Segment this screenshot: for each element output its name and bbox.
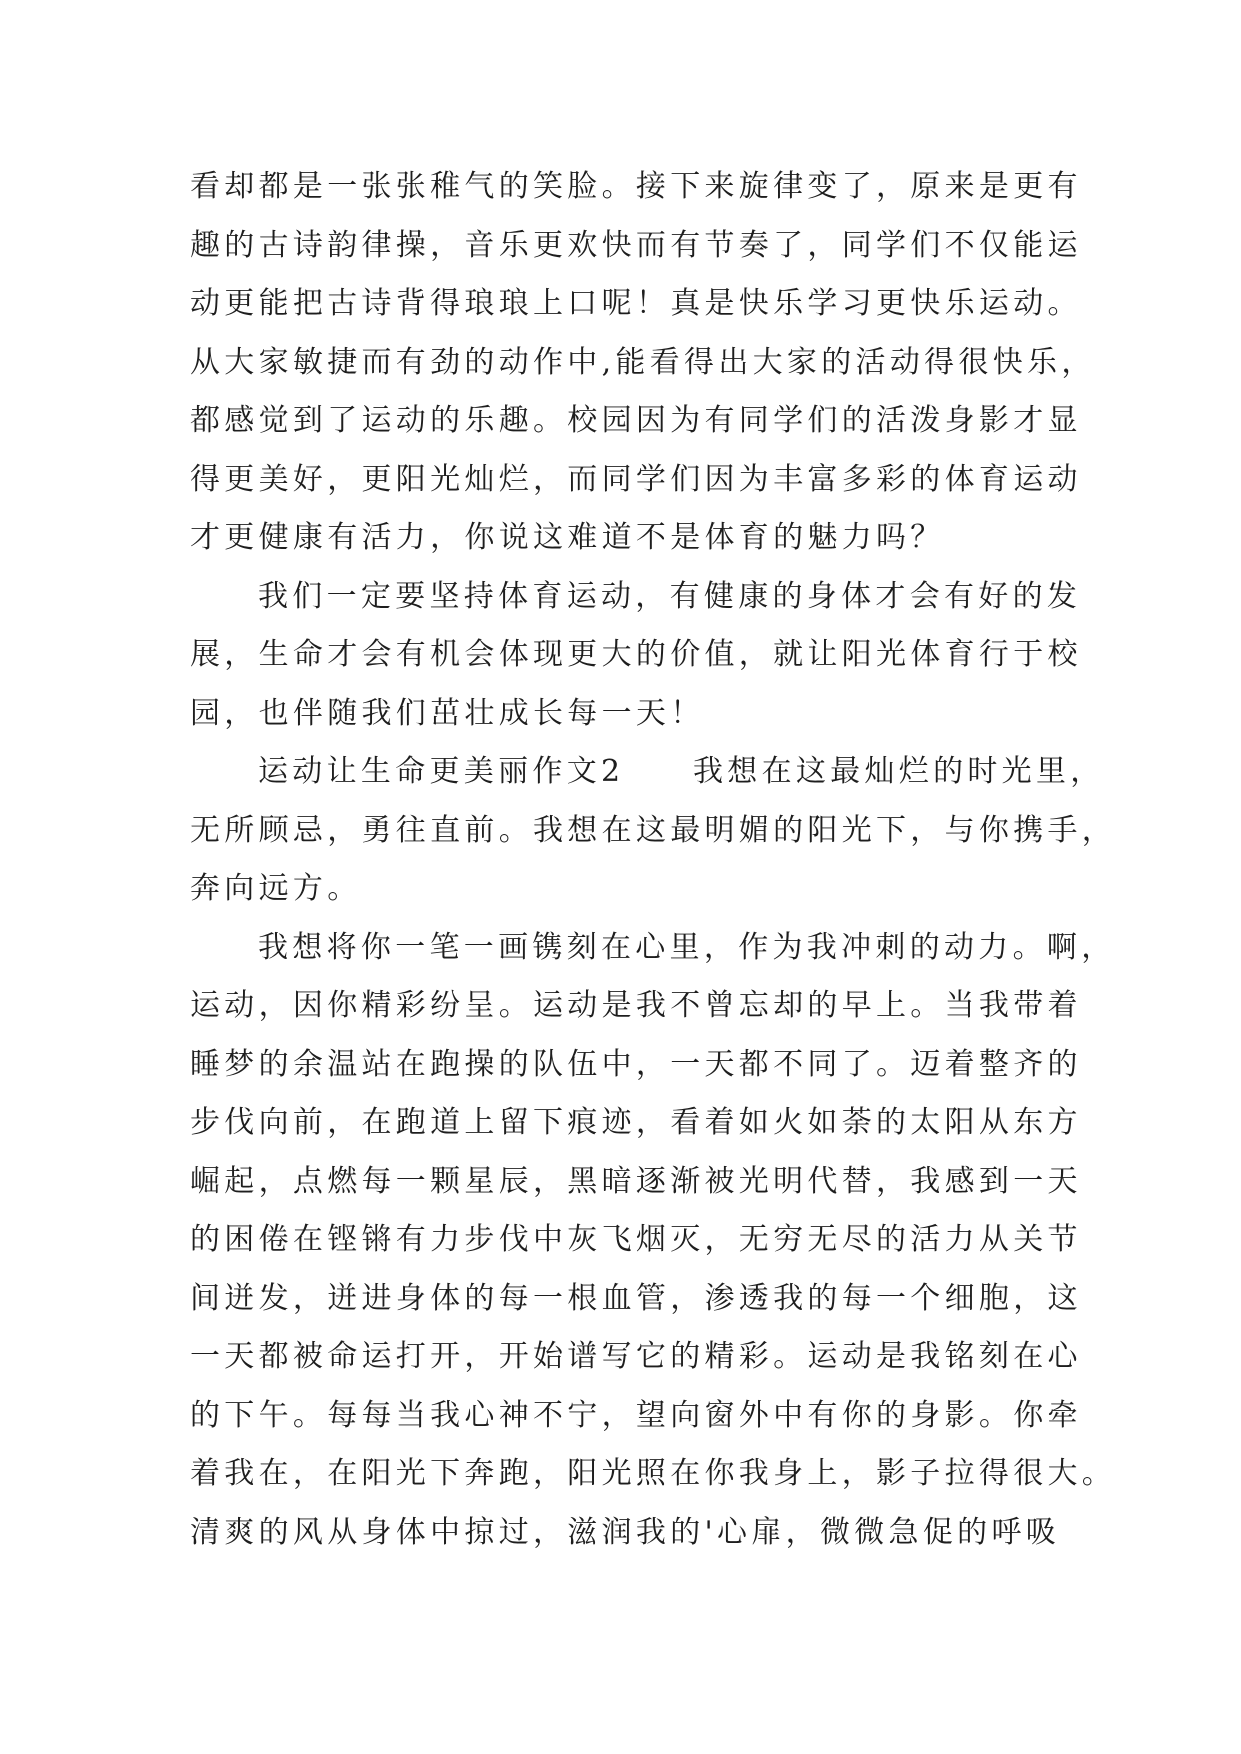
- text-line: 从大家敏捷而有劲的动作中,能看得出大家的活动得很快乐，: [190, 344, 1096, 380]
- essay-body: [190, 158, 1117, 1562]
- text-line: 趣的古诗韵律操，音乐更欢快而有节奏了，同学们不仅能运: [190, 227, 1082, 263]
- text-line: 间迸发，迸进身体的每一根血管，渗透我的每一个细胞，这: [190, 1280, 1082, 1316]
- text-line: 展，生命才会有机会体现更大的价值，就让阳光体育行于校: [190, 637, 1082, 672]
- text-line: 得更美好，更阳光灿烂，而同学们因为丰富多彩的体育运动: [190, 461, 1082, 497]
- text-line: 的困倦在铿锵有力步伐中灰飞烟灭，无穷无尽的活力从关节: [190, 1222, 1082, 1257]
- text-line: 睡梦的余温站在跑操的队伍中，一天都不同了。迈着整齐的: [190, 1046, 1082, 1082]
- text-line: 无所顾忌，勇往直前。我想在这最明媚的阳光下，与你携手，: [190, 812, 1117, 848]
- text-line: 园，也伴随我们茁壮成长每一天！: [190, 695, 705, 731]
- text-line: 奔向远方。: [190, 871, 362, 906]
- text-line: 才更健康有活力，你说这难道不是体育的魅力吗？: [190, 520, 945, 555]
- text-line: 崛起，点燃每一颗星辰，黑暗逐渐被光明代替，我感到一天: [190, 1163, 1082, 1199]
- text-line: 的下午。每每当我心神不宁，望向窗外中有你的身影。你牵: [190, 1397, 1082, 1433]
- text-line: 动更能把古诗背得琅琅上口呢！真是快乐学习更快乐运动。: [190, 286, 1082, 321]
- text-line: 看却都是一张张稚气的笑脸。接下来旋律变了，原来是更有: [190, 169, 1082, 204]
- text-line: 步伐向前，在跑道上留下痕迹，看着如火如荼的太阳从东方: [190, 1105, 1082, 1140]
- text-line: 我想将你一笔一画镌刻在心里，作为我冲刺的动力。啊，: [258, 929, 1116, 965]
- text-line: 着我在，在阳光下奔跑，阳光照在你我身上，影子拉得很大。: [190, 1456, 1117, 1491]
- text-line: 都感觉到了运动的乐趣。校园因为有同学们的活泼身影才显: [190, 403, 1082, 438]
- text-line: 清爽的风从身体中掠过，滋润我的'心扉，微微急促的呼吸: [190, 1514, 1061, 1550]
- text-line: 我们一定要坚持体育运动，有健康的身体才会有好的发: [258, 578, 1082, 614]
- text-line: 运动，因你精彩纷呈。运动是我不曾忘却的早上。当我带着: [190, 988, 1082, 1023]
- text-line: 一天都被命运打开，开始谱写它的精彩。运动是我铭刻在心: [190, 1339, 1082, 1374]
- text-line: 运动让生命更美丽作文2 我想在这最灿烂的时光里，: [258, 754, 1105, 789]
